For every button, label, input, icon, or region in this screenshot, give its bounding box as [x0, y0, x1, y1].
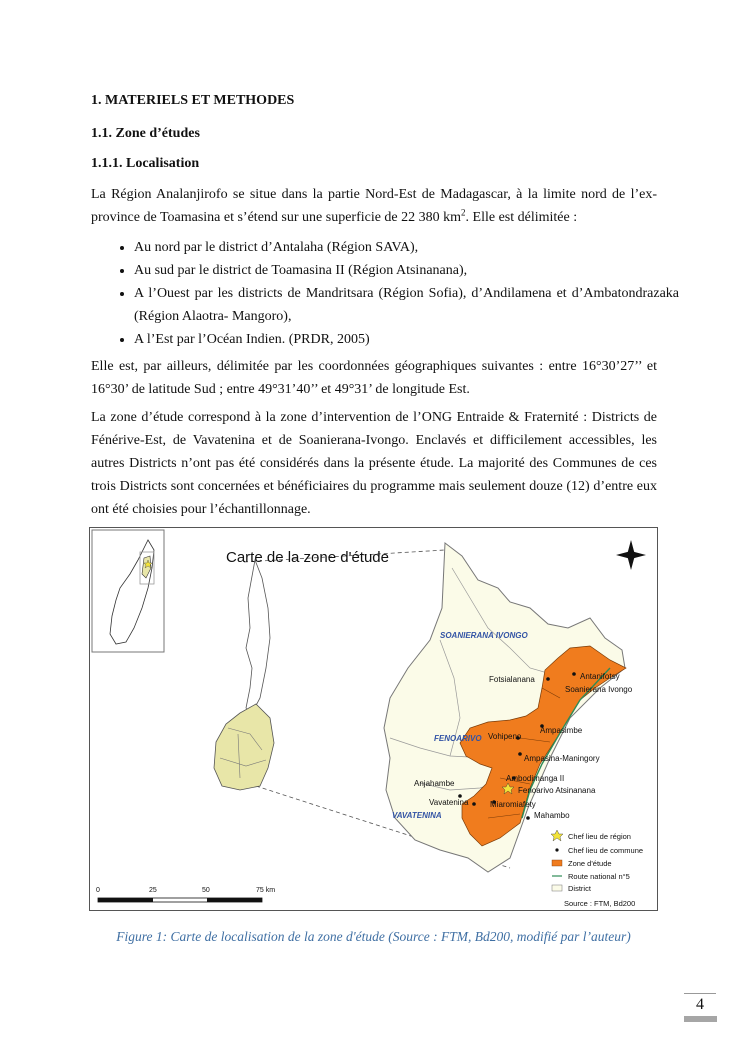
- figure-caption: Figure 1: Carte de localisation de la zone d'étude (Source : FTM, Bd200, modifié par l’auteur): [116, 929, 631, 944]
- commune-label: Vavatenina: [429, 798, 469, 807]
- commune-label: Vohipeno: [488, 732, 522, 741]
- intro-paragraph: La Région Analanjirofo se situe dans la partie Nord-Est de Madagascar, à la limite nord de l’ex-province de Toamasina et s’étend sur une superficie de 22 380 $km^2$. Elle est délimitée :: [91, 187, 657, 225]
- commune-label: Fotsialanana: [489, 675, 535, 684]
- commune-label: Soanierana Ivongo: [565, 685, 633, 694]
- legend-label: Chef lieu de commune: [568, 846, 644, 855]
- commune-label: Miaromiafety: [490, 800, 536, 809]
- scale-bar: [96, 887, 275, 902]
- scale-label: 0: [96, 887, 100, 894]
- district-label: SOANIERANA IVONGO: [440, 631, 528, 640]
- north-arrow-icon: [616, 540, 646, 570]
- map-source: Source : FTM, Bd200: [564, 899, 636, 908]
- list-item: • Au sud par le district de Toamasina II (Région Atsinanana),: [134, 259, 679, 282]
- commune-label: Ambodimanga II: [506, 774, 565, 783]
- commune-label: Ampasina-Maningory: [524, 754, 600, 763]
- legend-label: Zone d'étude: [568, 859, 612, 868]
- commune-label: Antanifotsy: [580, 672, 620, 681]
- page-number: 4: [696, 996, 704, 1013]
- commune-label: Anjahambe: [414, 779, 455, 788]
- legend-label: Route national n°5: [568, 872, 630, 881]
- commune-label: Mahambo: [534, 811, 570, 820]
- scale-label: 75 km: [256, 887, 276, 894]
- legend-label: Chef lieu de région: [568, 832, 631, 841]
- boundaries-list: [112, 236, 679, 351]
- commune-label: Ampasimbe: [540, 726, 583, 735]
- subsubsection-heading: 1.1.1. Localisation: [91, 156, 200, 171]
- madagascar-outline: [246, 560, 270, 713]
- list-item: • A l’Ouest par les districts de Mandritsara (Région Sofia), d’Andilamena et d’Ambatondrazaka (Région Alaotra- Mangoro),: [134, 282, 679, 328]
- study-zone-paragraph: La zone d’étude correspond à la zone d’intervention de l’ONG Entraide & Fraternité : Districts de Fénérive-Est, de Vavatenina et de Soanierana-Ivongo. Enclavés et difficilement accessibles, les autres Districts n’ont pas été considérés dans la présente étude. La majorité des Communes de ces trois Districts sont concernées et bénéficiaires du programme mais seulement douze (12) d’entre eux ont été choisies pour l’échantillonnage.: [91, 410, 657, 517]
- study-zone-map: [89, 527, 658, 911]
- coordinates-paragraph: Elle est, par ailleurs, délimitée par les coordonnées géographiques suivantes : entre 16°30’27’’ et 16°30’ de latitude Sud ; entre 49°31’40’’ et 49°31’ de longitude Est.: [91, 359, 657, 397]
- subsection-heading: 1.1. Zone d’études: [91, 126, 200, 141]
- commune-label: Fenoarivo Atsinanana: [518, 786, 596, 795]
- district-label: FENOARIVO: [434, 734, 482, 743]
- map-legend: [551, 830, 643, 893]
- district-label: VAVATENINA: [392, 811, 442, 820]
- region-inset-shape: [214, 704, 274, 790]
- list-item: • Au nord par le district d’Antalaha (Région SAVA),: [134, 236, 679, 259]
- madagascar-inset: [92, 530, 164, 652]
- page-number-bar: [684, 1016, 717, 1022]
- list-item: • A l’Est par l’Océan Indien. (PRDR, 2005): [134, 328, 679, 351]
- scale-label: 50: [202, 887, 210, 894]
- map-title: Carte de la zone d'étude: [226, 549, 389, 566]
- section-heading: 1. MATERIELS ET METHODES: [91, 93, 295, 108]
- legend-label: District: [568, 884, 591, 893]
- scale-label: 25: [149, 887, 157, 894]
